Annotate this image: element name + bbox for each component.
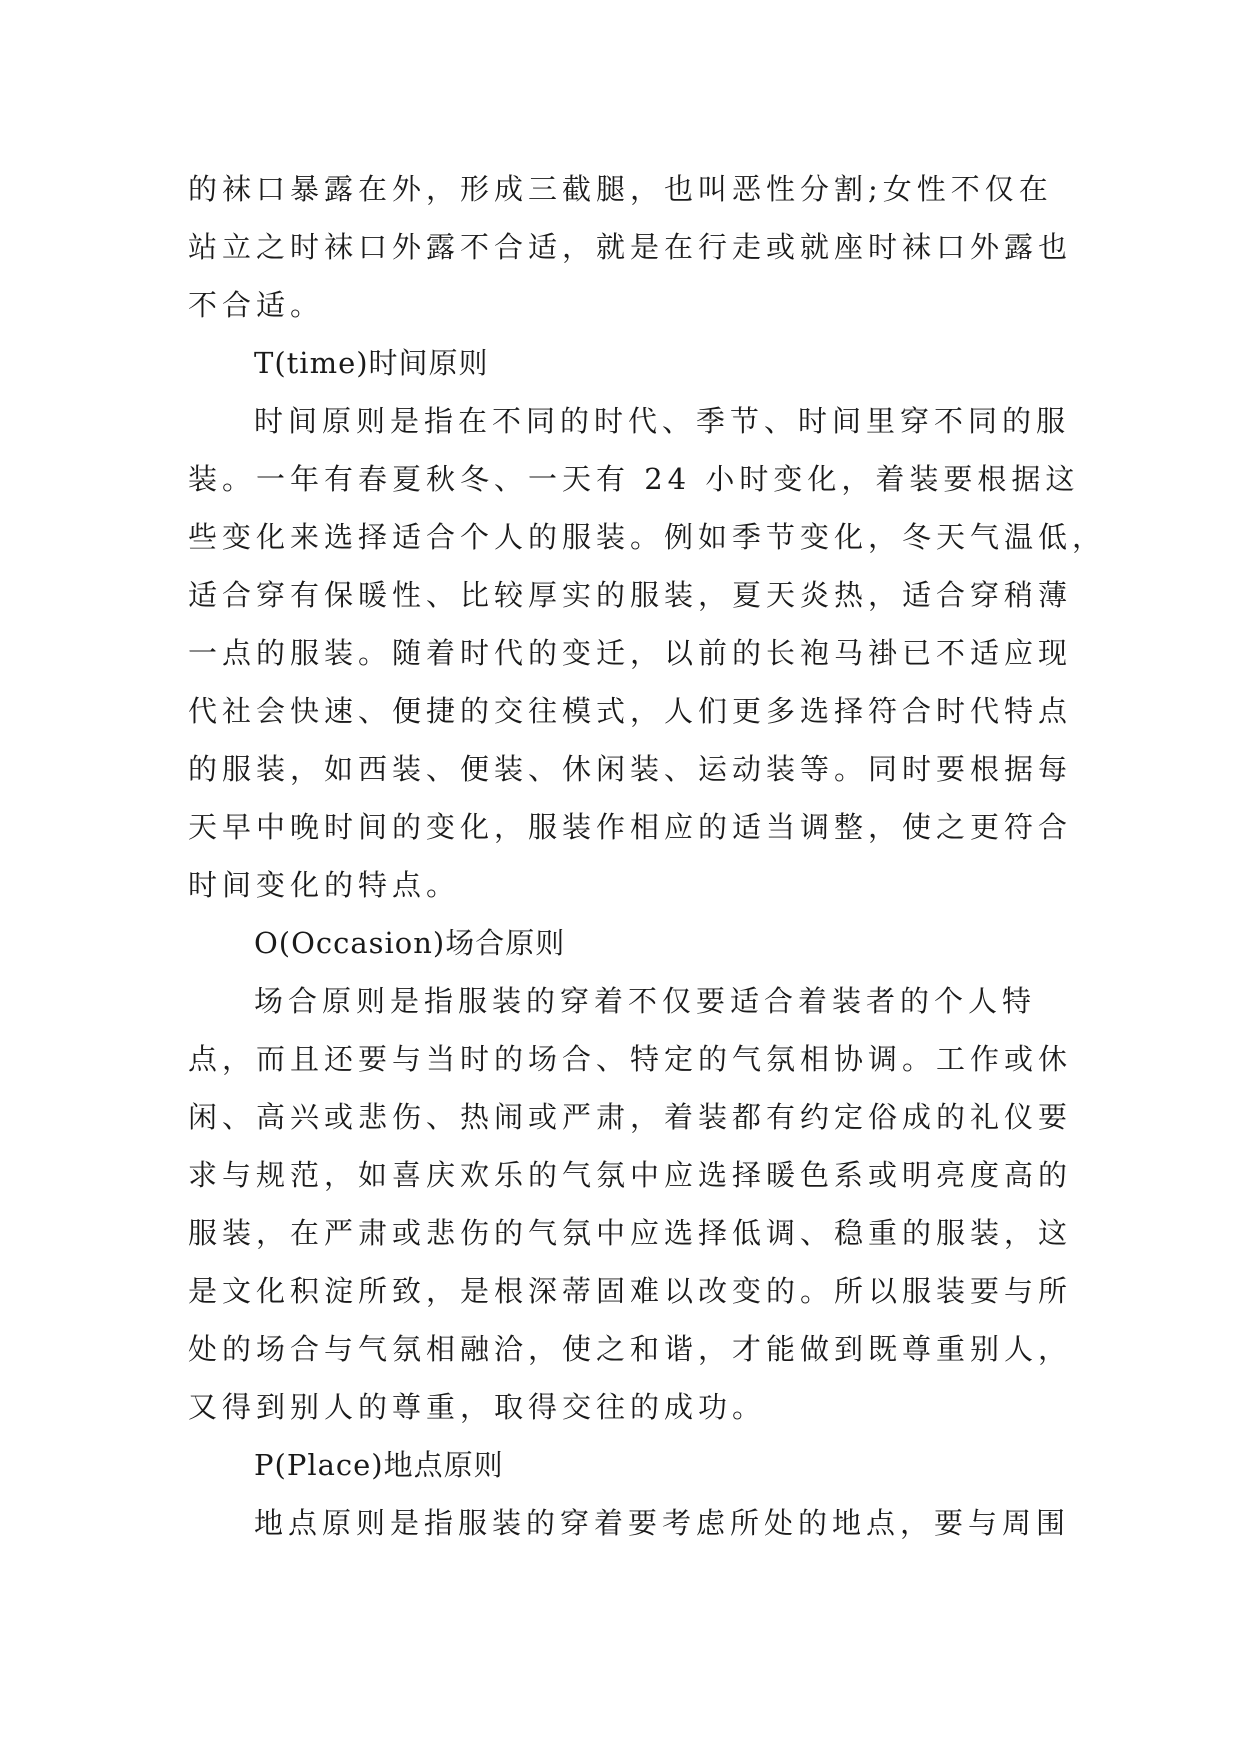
text-line: 时间变化的特点。 — [188, 868, 461, 902]
text-line: 装。一年有春夏秋冬、一天有 24 小时变化，着装要根据这 — [188, 462, 1080, 496]
text-line: 适合穿有保暖性、比较厚实的服装，夏天炎热，适合穿稍薄 — [188, 578, 1073, 612]
para-continuation — [188, 160, 1073, 334]
text-line: 是文化积淀所致，是根深蒂固难以改变的。所以服装要与所 — [188, 1274, 1073, 1308]
text-line: 的袜口暴露在外，形成三截腿，也叫恶性分割;女性不仅在 — [188, 172, 1053, 206]
text-line: 场合原则是指服装的穿着不仅要适合着装者的个人特 — [254, 984, 1037, 1018]
text-line: 些变化来选择适合个人的服装。例如季节变化，冬天气温低， — [188, 520, 1107, 554]
text-line: 不合适。 — [188, 288, 325, 322]
section-heading: O(Occasion)场合原则 — [254, 926, 566, 960]
section-heading: T(time)时间原则 — [254, 346, 489, 380]
text-line: 闲、高兴或悲伤、热闹或严肃，着装都有约定俗成的礼仪要 — [188, 1100, 1073, 1134]
heading-time-principle — [188, 334, 1058, 392]
text-line: 的服装，如西装、便装、休闲装、运动装等。同时要根据每 — [188, 752, 1073, 786]
heading-occasion-principle — [188, 914, 1058, 972]
text-line: 服装，在严肃或悲伤的气氛中应选择低调、稳重的服装，这 — [188, 1216, 1073, 1250]
text-line: 点，而且还要与当时的场合、特定的气氛相协调。工作或休 — [188, 1042, 1073, 1076]
text-line: 一点的服装。随着时代的变迁，以前的长袍马褂已不适应现 — [188, 636, 1073, 670]
text-line: 站立之时袜口外露不合适，就是在行走或就座时袜口外露也 — [188, 230, 1073, 264]
para-occasion-principle — [188, 972, 1073, 1436]
para-time-principle — [188, 392, 1107, 914]
text-line: 求与规范，如喜庆欢乐的气氛中应选择暖色系或明亮度高的 — [188, 1158, 1073, 1192]
text-line: 代社会快速、便捷的交往模式，人们更多选择符合时代特点 — [188, 694, 1073, 728]
heading-place-principle — [188, 1436, 1058, 1494]
text-line: 地点原则是指服装的穿着要考虑所处的地点，要与周围 — [254, 1506, 1071, 1540]
text-line: 又得到别人的尊重，取得交往的成功。 — [188, 1390, 767, 1424]
text-line: 天早中晚时间的变化，服装作相应的适当调整，使之更符合 — [188, 810, 1073, 844]
document-body — [188, 160, 1107, 1552]
section-heading: P(Place)地点原则 — [254, 1448, 504, 1482]
para-place-principle — [188, 1494, 1071, 1552]
text-line: 处的场合与气氛相融洽，使之和谐，才能做到既尊重别人， — [188, 1332, 1073, 1366]
text-line: 时间原则是指在不同的时代、季节、时间里穿不同的服 — [254, 404, 1071, 438]
